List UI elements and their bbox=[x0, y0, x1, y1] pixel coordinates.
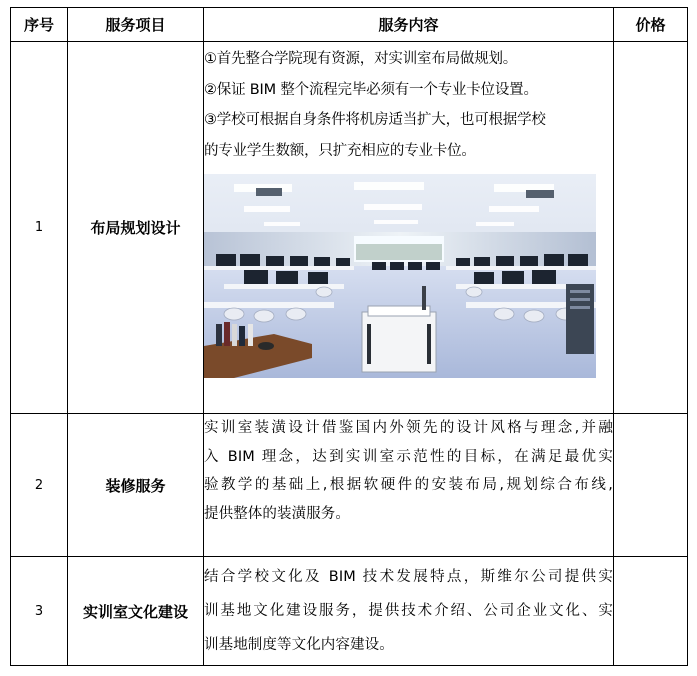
content-line: 实训室装潢设计借鉴国内外领先的设计风格与理念,并融 bbox=[204, 420, 613, 436]
table-row bbox=[11, 42, 688, 414]
header-no: 序号 bbox=[11, 8, 68, 42]
service-content bbox=[204, 42, 614, 414]
content-line: 提供整体的装潢服务。 bbox=[204, 505, 350, 522]
service-content bbox=[204, 557, 614, 666]
content-line: 训基地制度等文化内容建设。 bbox=[204, 637, 394, 653]
content-line: ①首先整合学院现有资源，对实训室布局做规划。 bbox=[204, 51, 518, 67]
service-content bbox=[204, 414, 614, 557]
content-line: ②保证 BIM 整个流程完毕必须有一个专业卡位设置。 bbox=[204, 81, 538, 98]
row-number: 2 bbox=[11, 414, 68, 557]
lab-photo bbox=[204, 174, 596, 378]
row-number: 1 bbox=[11, 42, 68, 414]
price-cell bbox=[614, 414, 688, 557]
content-line: 验教学的基础上,根据软硬件的安装布局,规划综合布线, bbox=[204, 477, 613, 493]
price-cell bbox=[614, 42, 688, 414]
price-cell bbox=[614, 557, 688, 666]
service-name: 装修服务 bbox=[68, 414, 204, 557]
table-row bbox=[11, 414, 688, 557]
content-line: 入 BIM 理念，达到实训室示范性的目标，在满足最优实 bbox=[204, 448, 613, 465]
service-name: 实训室文化建设 bbox=[68, 557, 204, 666]
table-header-row bbox=[11, 8, 688, 42]
content-line: 的专业学生数额，只扩充相应的专业卡位。 bbox=[204, 142, 476, 159]
header-price: 价格 bbox=[614, 8, 688, 42]
row-number: 3 bbox=[11, 557, 68, 666]
content-line: 结合学校文化及 BIM 技术发展特点，斯维尔公司提供实 bbox=[204, 569, 613, 585]
content-line: ③学校可根据自身条件将机房适当扩大，也可根据学校 bbox=[204, 112, 546, 128]
header-content: 服务内容 bbox=[204, 8, 614, 42]
services-table bbox=[10, 7, 688, 666]
header-item: 服务项目 bbox=[68, 8, 204, 42]
service-name: 布局规划设计 bbox=[68, 42, 204, 414]
table-row bbox=[11, 557, 688, 666]
content-line: 训基地文化建设服务，提供技术介绍、公司企业文化、实 bbox=[204, 603, 613, 619]
